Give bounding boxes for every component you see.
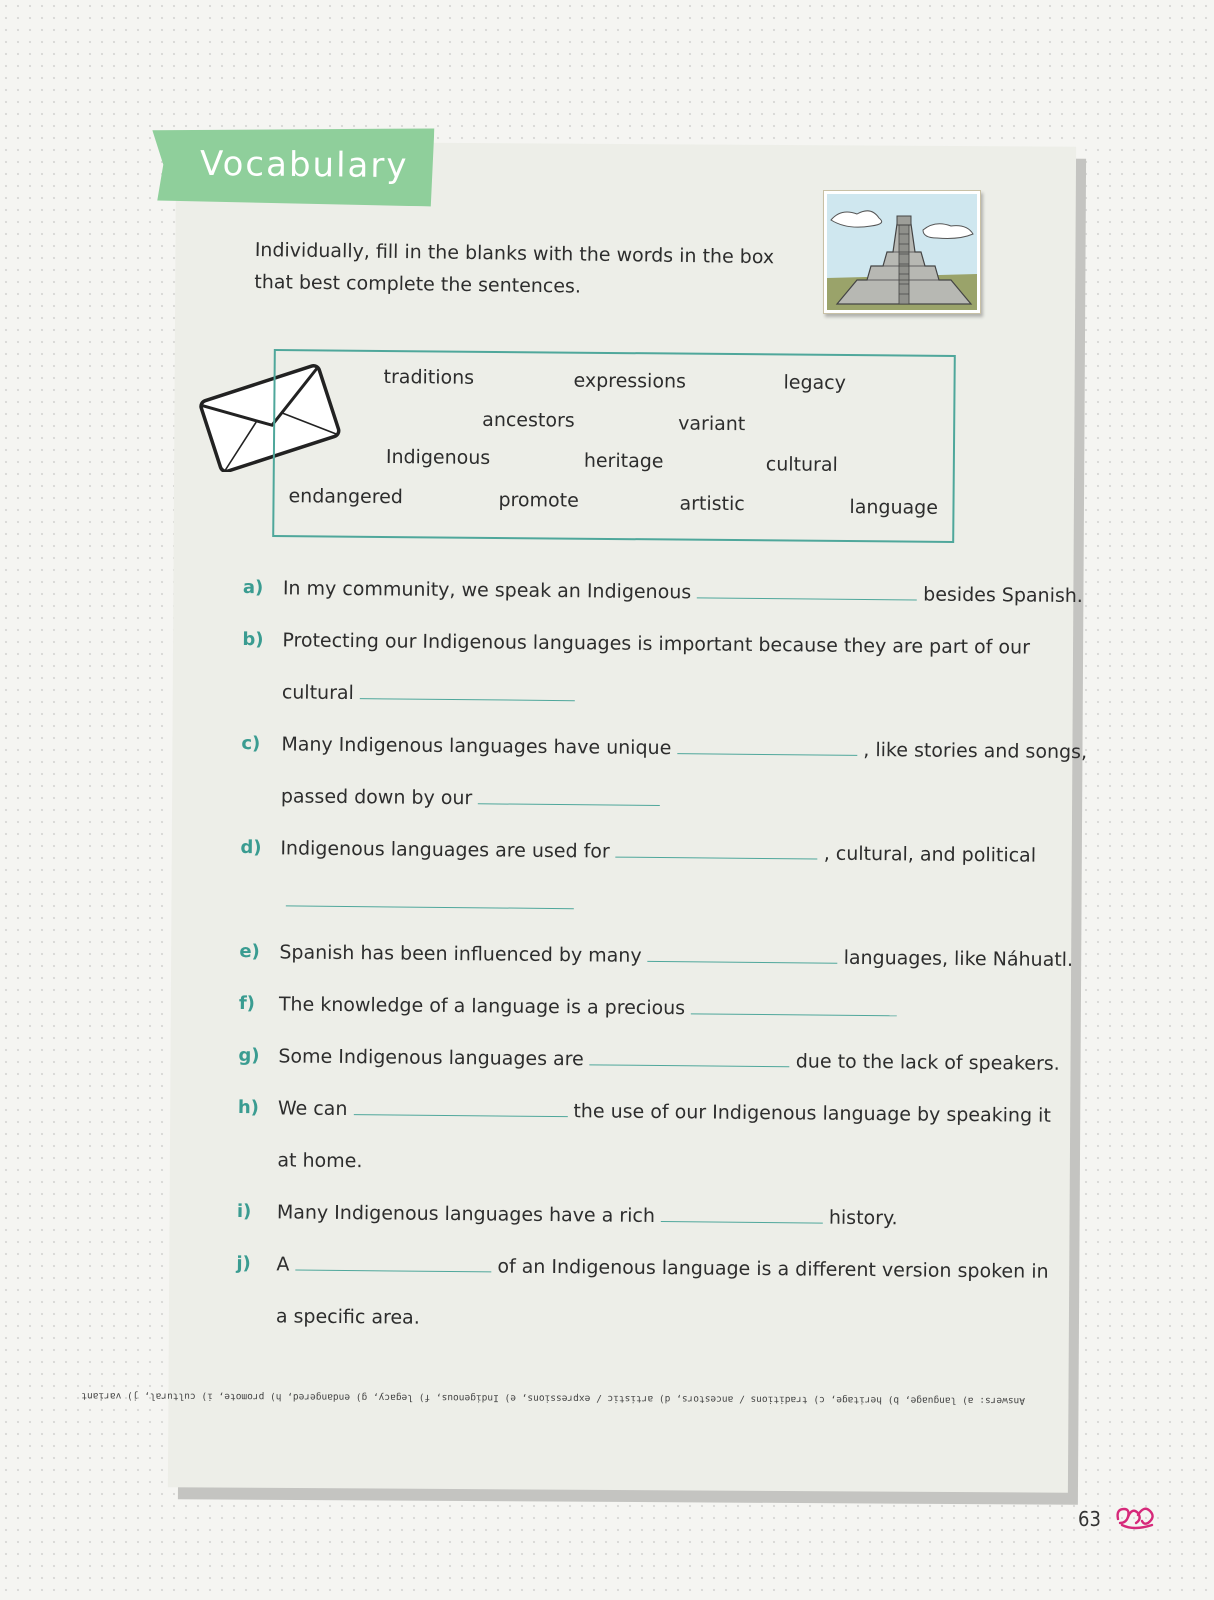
answer-blank[interactable] xyxy=(353,1096,567,1117)
item-line xyxy=(239,991,1029,1051)
item-text: languages, like Náhuatl. xyxy=(843,946,1074,971)
exercise-item xyxy=(238,1043,1060,1103)
answer-blank[interactable] xyxy=(677,735,857,756)
item-text: Some Indigenous languages are xyxy=(278,1045,584,1071)
item-text: A xyxy=(276,1253,290,1276)
item-letter: h) xyxy=(237,1096,260,1119)
word-endangered: endangered xyxy=(288,485,404,509)
exercise-item xyxy=(237,1095,1051,1207)
item-line xyxy=(236,1303,1026,1363)
word-cultural: cultural xyxy=(765,453,838,476)
item-text: of an Indigenous language is a different version spoken in xyxy=(497,1255,1049,1283)
word-promote: promote xyxy=(498,488,579,512)
answer-blank[interactable] xyxy=(616,839,818,860)
item-line xyxy=(241,731,1088,791)
item-line xyxy=(238,1095,1051,1155)
item-line xyxy=(238,1043,1060,1103)
item-line xyxy=(241,783,1031,843)
pyramid-image xyxy=(823,190,981,314)
exercise-item xyxy=(240,835,1037,947)
item-text: Protecting our Indigenous languages is important because they are part of our xyxy=(282,629,1031,659)
item-text: Many Indigenous languages have unique xyxy=(281,733,672,760)
item-line xyxy=(240,887,1030,947)
word-artistic: artistic xyxy=(679,492,745,516)
exercise-items xyxy=(236,575,1088,1363)
item-text: Spanish has been influenced by many xyxy=(279,941,642,967)
answer-blank[interactable] xyxy=(295,1252,491,1273)
item-line xyxy=(237,1147,1027,1207)
item-text: the use of our Indigenous language by speaking it xyxy=(573,1100,1051,1127)
answer-blank[interactable] xyxy=(661,1203,823,1224)
word-heritage: heritage xyxy=(583,449,664,473)
exercise-item xyxy=(237,1199,1027,1259)
item-text: history. xyxy=(828,1206,898,1230)
item-text: The knowledge of a language is a precious xyxy=(278,993,686,1020)
exercise-item xyxy=(239,991,1029,1051)
page-number: 63 xyxy=(1078,1507,1101,1531)
item-line xyxy=(240,835,1037,895)
answer-blank[interactable] xyxy=(360,680,575,701)
answer-key: Answers: a) language, b) heritage, c) traditions / ancestors, d) artistic / expressions, e) Indigenous, f) legacy, g) endangered, h) promote, i) cultural, j) variant xyxy=(81,1390,1026,1407)
answer-blank[interactable] xyxy=(286,887,574,909)
exercise-item xyxy=(242,627,1033,739)
item-letter: e) xyxy=(239,940,260,963)
item-text: passed down by our xyxy=(280,785,473,810)
item-line xyxy=(239,939,1074,999)
exercise-item xyxy=(236,1251,1049,1363)
answer-blank[interactable] xyxy=(478,785,660,806)
item-text: besides Spanish. xyxy=(923,583,1084,608)
item-text: , like stories and songs, xyxy=(863,738,1088,764)
item-line xyxy=(237,1199,1027,1259)
answer-blank[interactable] xyxy=(590,1046,790,1067)
word-box xyxy=(272,349,956,543)
item-text: a specific area. xyxy=(275,1305,420,1329)
word-indigenous: Indigenous xyxy=(385,446,491,469)
word-variant: variant xyxy=(678,412,746,436)
answer-blank[interactable] xyxy=(691,995,897,1016)
item-letter: i) xyxy=(236,1200,252,1223)
item-letter: a) xyxy=(242,576,264,599)
item-text: In my community, we speak an Indigenous xyxy=(282,577,692,604)
publisher-logo-icon xyxy=(1114,1503,1160,1531)
item-letter: g) xyxy=(238,1044,260,1067)
word-ancestors: ancestors xyxy=(482,408,575,432)
pyramid-icon xyxy=(827,194,977,310)
word-legacy: legacy xyxy=(783,371,847,395)
item-text: Many Indigenous languages have a rich xyxy=(276,1201,656,1227)
item-letter: f) xyxy=(238,992,256,1015)
answer-blank[interactable] xyxy=(648,943,838,964)
item-text: Indigenous languages are used for xyxy=(280,837,610,863)
item-letter: b) xyxy=(242,628,264,651)
exercise-item xyxy=(239,939,1074,999)
item-text: due to the lack of speakers. xyxy=(795,1050,1060,1075)
exercise-item xyxy=(241,731,1088,843)
item-text: at home. xyxy=(277,1149,363,1173)
item-line xyxy=(242,627,1032,687)
section-title: Vocabulary xyxy=(199,143,409,187)
word-language: language xyxy=(849,496,939,519)
item-letter: d) xyxy=(240,836,262,859)
answer-blank[interactable] xyxy=(697,579,917,600)
item-letter: j) xyxy=(236,1252,251,1275)
instructions: Individually, fill in the blanks with the words in the box that best complete the sentences. xyxy=(254,238,775,298)
item-text: We can xyxy=(277,1097,348,1121)
item-text: , cultural, and political xyxy=(823,842,1037,867)
word-traditions: traditions xyxy=(383,365,475,389)
item-text: cultural xyxy=(281,681,354,705)
item-line xyxy=(243,575,1084,635)
item-letter: c) xyxy=(241,732,261,755)
word-expressions: expressions xyxy=(573,369,687,393)
item-line xyxy=(236,1251,1049,1311)
exercise-item xyxy=(242,575,1084,635)
item-line xyxy=(242,679,1032,739)
